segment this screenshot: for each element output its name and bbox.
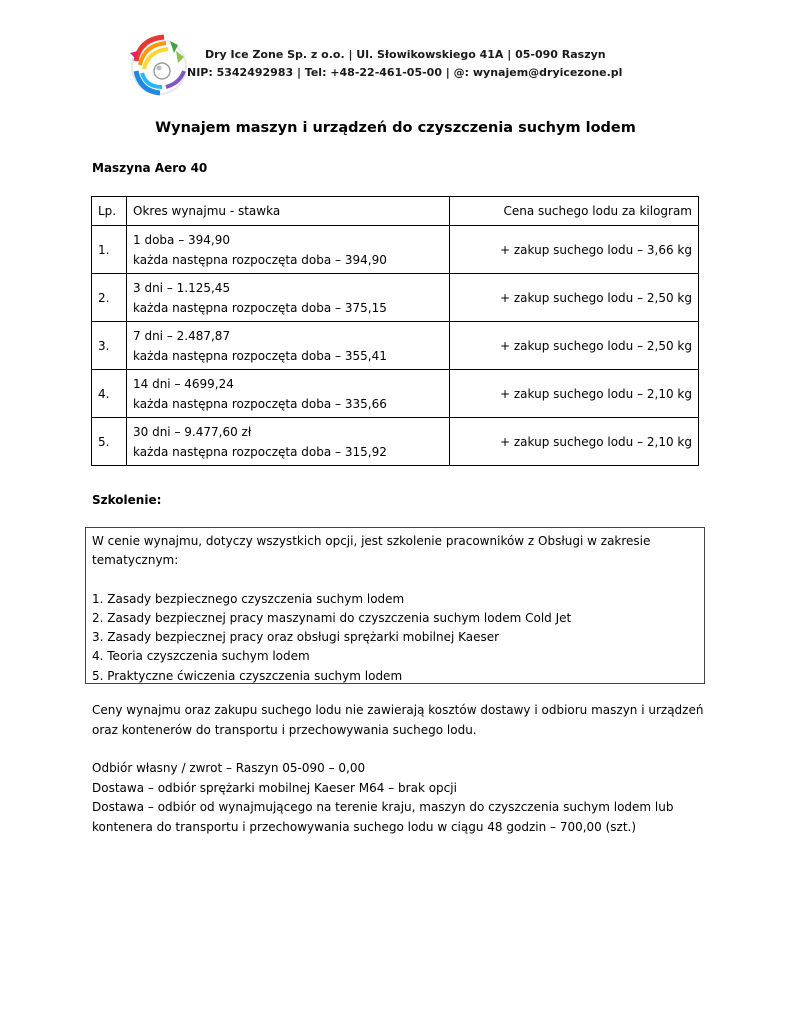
- row-ice: + zakup suchego lodu – 2,50 kg: [450, 322, 699, 370]
- header-period: Okres wynajmu - stawka: [127, 197, 450, 226]
- training-item: 3. Zasady bezpiecznej pracy oraz obsługi sprężarki mobilnej Kaeser: [92, 630, 500, 645]
- delivery-compressor: Dostawa – odbiór sprężarki mobilnej Kaeser M64 – brak opcji: [92, 780, 457, 795]
- company-logo: [126, 31, 190, 97]
- machine-subtitle: Maszyna Aero 40: [92, 161, 208, 175]
- table-row: [92, 370, 699, 418]
- header-company-address: Dry Ice Zone Sp. z o.o. | Ul. Słowikowskiego 41A | 05-090 Raszyn: [205, 48, 606, 61]
- row-lp: 3.: [92, 322, 127, 370]
- row-next-day: każda następna rozpoczęta doba – 315,92: [133, 444, 387, 459]
- header-contact-info: NIP: 5342492983 | Tel: +48-22-461-05-00 | @: wynajem@dryicezone.pl: [187, 66, 623, 79]
- delivery-pickup: Odbiór własny / zwrot – Raszyn 05-090 – 0,00: [92, 761, 366, 775]
- delivery-national-cont: kontenera do transportu i przechowywania suchego lodu w ciągu 48 godzin – 700,00 (szt.): [92, 819, 637, 834]
- training-item: 4. Teoria czyszczenia suchym lodem: [92, 649, 310, 664]
- row-period-cell: [127, 274, 450, 322]
- table-row: [92, 274, 699, 322]
- row-period: 14 dni – 4699,24: [133, 376, 234, 391]
- row-next-day: każda następna rozpoczęta doba – 335,66: [133, 396, 387, 411]
- delivery-options: [92, 759, 712, 837]
- header-ice-price: Cena suchego lodu za kilogram: [450, 197, 699, 226]
- row-period-cell: [127, 226, 450, 274]
- training-intro-cont: tematycznym:: [92, 553, 179, 568]
- row-ice: + zakup suchego lodu – 2,10 kg: [450, 370, 699, 418]
- training-intro: W cenie wynajmu, dotyczy wszystkich opcji, jest szkolenie pracowników z Obsługi w zakresie: [92, 534, 651, 548]
- row-ice: + zakup suchego lodu – 3,66 kg: [450, 226, 699, 274]
- pricing-note-line: oraz kontenerów do transportu i przechowywania suchego lodu.: [92, 722, 477, 737]
- row-lp: 1.: [92, 226, 127, 274]
- header-lp: Lp.: [92, 197, 127, 226]
- row-lp: 4.: [92, 370, 127, 418]
- table-header-row: [92, 197, 699, 226]
- training-box: [85, 527, 705, 684]
- row-ice: + zakup suchego lodu – 2,10 kg: [450, 418, 699, 466]
- table-row: [92, 418, 699, 466]
- row-period-cell: [127, 370, 450, 418]
- table-row: [92, 322, 699, 370]
- training-item: 2. Zasady bezpiecznej pracy maszynami do czyszczenia suchym lodem Cold Jet: [92, 610, 572, 625]
- training-heading: Szkolenie:: [92, 493, 162, 507]
- pricing-note-line: Ceny wynajmu oraz zakupu suchego lodu nie zawierają kosztów dostawy i odbioru maszyn i urządzeń: [92, 703, 704, 717]
- row-next-day: każda następna rozpoczęta doba – 394,90: [133, 252, 387, 267]
- row-period: 7 dni – 2.487,87: [133, 328, 231, 343]
- training-item: 5. Praktyczne ćwiczenia czyszczenia suchym lodem: [92, 668, 403, 683]
- delivery-national: Dostawa – odbiór od wynajmującego na terenie kraju, maszyn do czyszczenia suchym lodem lub: [92, 800, 674, 814]
- row-period-cell: [127, 418, 450, 466]
- row-ice: + zakup suchego lodu – 2,50 kg: [450, 274, 699, 322]
- row-lp: 5.: [92, 418, 127, 466]
- row-period: 3 dni – 1.125,45: [133, 280, 231, 295]
- row-period: 1 doba – 394,90: [133, 232, 230, 247]
- table-row: [92, 226, 699, 274]
- document-title: Wynajem maszyn i urządzeń do czyszczenia suchym lodem: [155, 120, 636, 136]
- price-table: [91, 196, 699, 466]
- row-next-day: każda następna rozpoczęta doba – 355,41: [133, 348, 387, 363]
- row-period: 30 dni – 9.477,60 zł: [133, 424, 252, 439]
- row-next-day: każda następna rozpoczęta doba – 375,15: [133, 300, 387, 315]
- training-item: 1. Zasady bezpiecznego czyszczenia suchym lodem: [92, 591, 405, 606]
- pricing-note: [92, 701, 712, 740]
- row-period-cell: [127, 322, 450, 370]
- row-lp: 2.: [92, 274, 127, 322]
